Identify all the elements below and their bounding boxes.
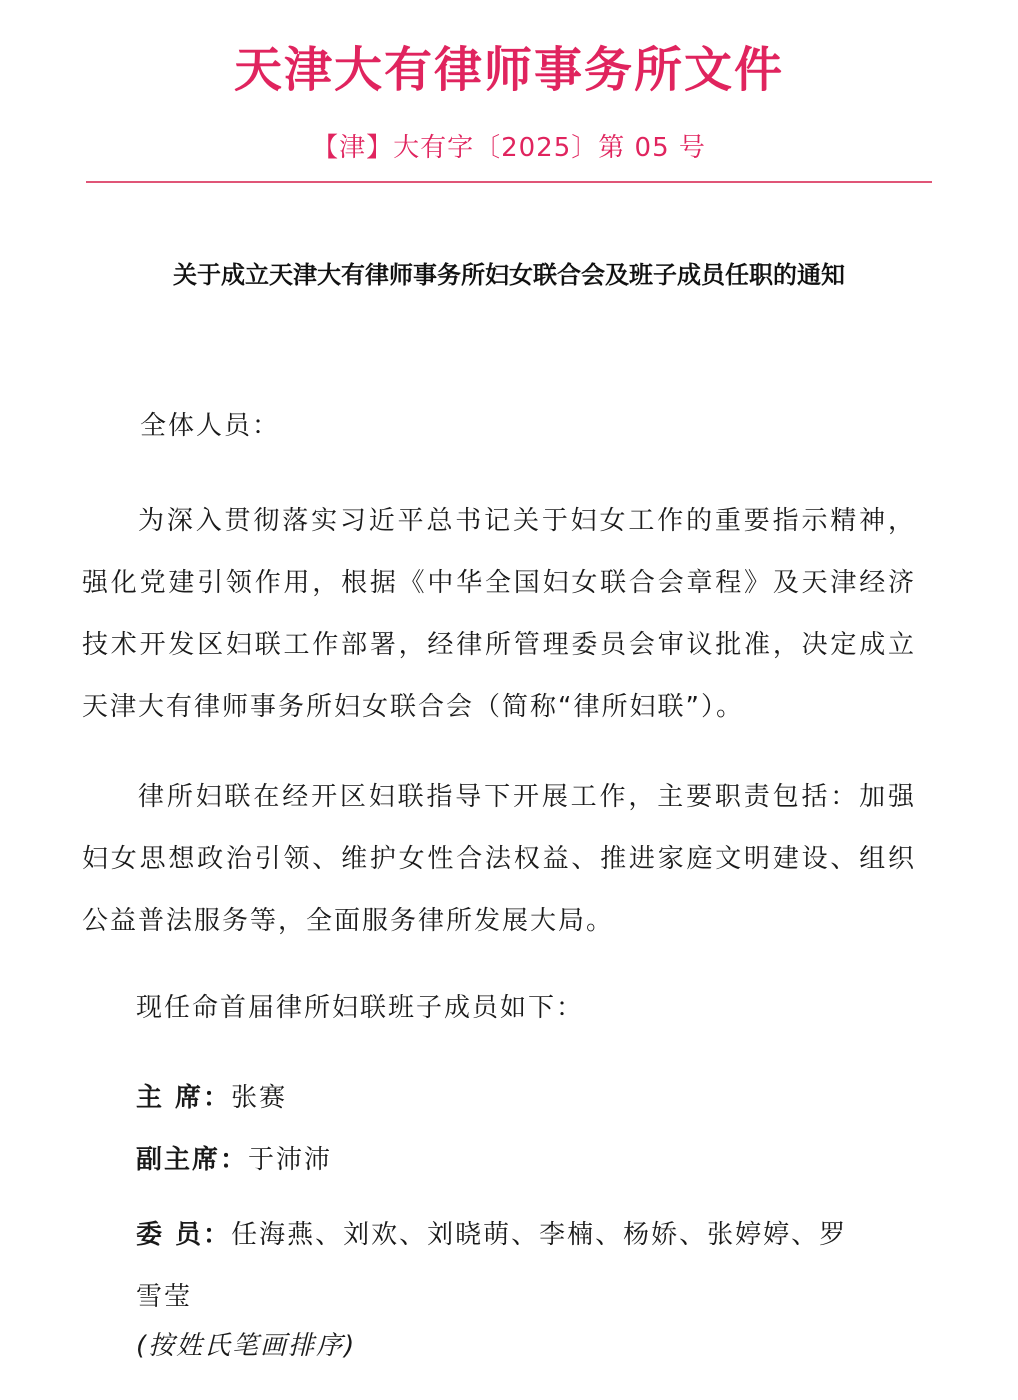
chair-name: 张赛: [231, 1083, 288, 1113]
vice-chair-label: 副主席：: [136, 1145, 249, 1175]
chair-row: [136, 1078, 287, 1118]
notice-title: 关于成立天津大有律师事务所妇女联合会及班子成员任职的通知: [173, 261, 845, 289]
body-paragraph-1: 为深入贯彻落实习近平总书记关于妇女工作的重要指示精神，强化党建引领作用，根据《中华全国妇女联合会章程》及天津经济技术开发区妇联工作部署，经律所管理委员会审议批准，决定成立天津大有律师事务所妇女联合会（简称“律所妇联”）。: [82, 506, 916, 722]
committee-row: [136, 1204, 856, 1328]
chair-label: 主 席：: [136, 1083, 232, 1113]
org-header-title: 天津大有律师事务所文件: [233, 42, 784, 98]
vice-chair-name: 于沛沛: [248, 1145, 333, 1175]
committee-names: 任海燕、刘欢、刘晓萌、李楠、杨娇、张婷婷、罗雪莹: [136, 1220, 848, 1312]
salutation: 全体人员：: [140, 411, 281, 441]
document-number: 【津】大有字〔2025〕第 05 号: [312, 133, 706, 163]
body-paragraph-3: 现任命首届律所妇联班子成员如下：: [136, 993, 585, 1023]
committee-label: 委 员：: [136, 1220, 232, 1250]
body-paragraph-2: 律所妇联在经开区妇联指导下开展工作，主要职责包括：加强妇女思想政治引领、维护女性合法权益、推进家庭文明建设、组织公益普法服务等，全面服务律所发展大局。: [82, 782, 916, 936]
vice-chair-row: [136, 1140, 332, 1180]
header-divider: [86, 181, 932, 183]
sorting-note: (按姓氏笔画排序): [136, 1331, 357, 1361]
